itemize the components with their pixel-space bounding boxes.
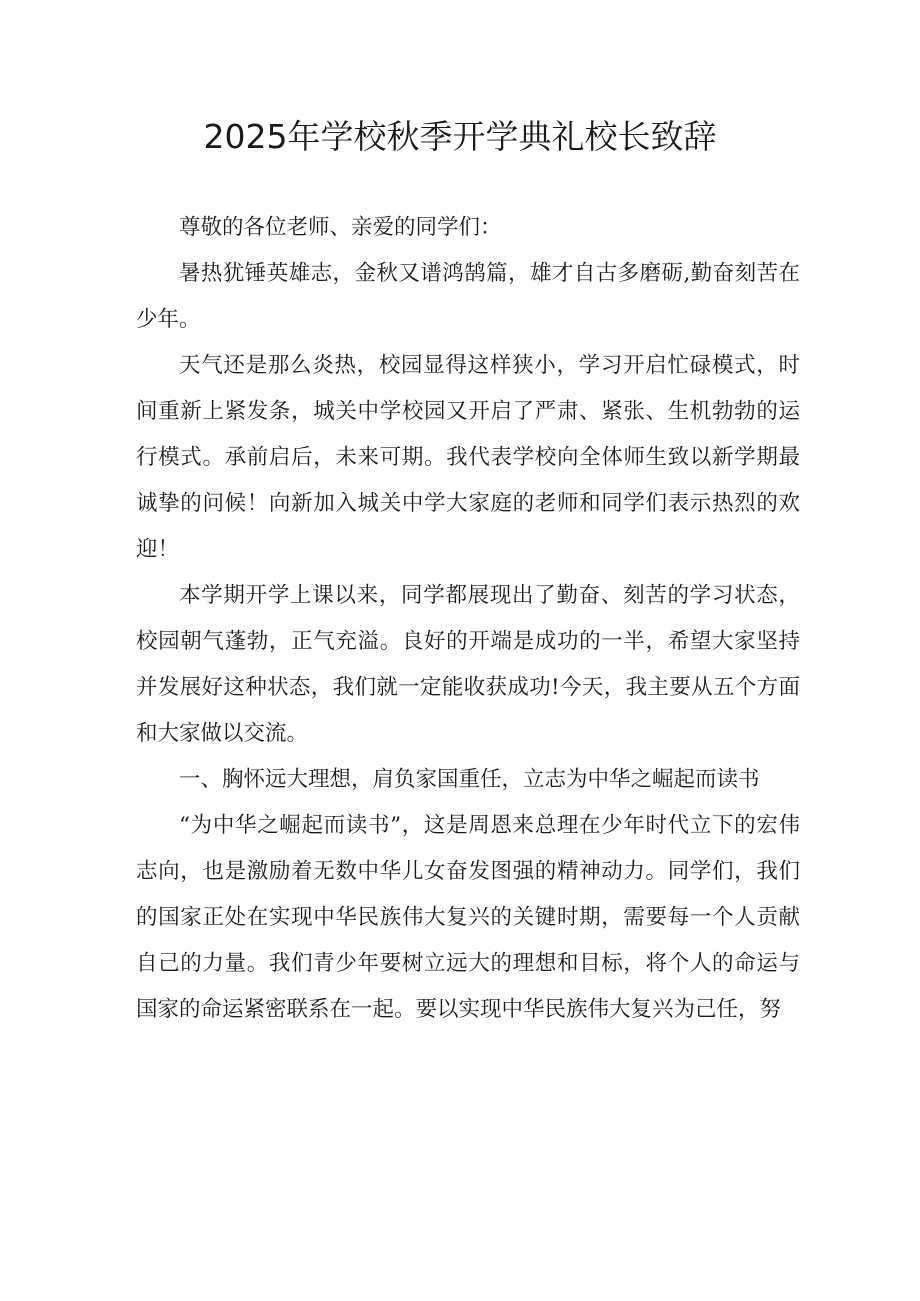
section-one-heading: 一、胸怀远大理想，肩负家国重任，立志为中华之崛起而读书 [179, 767, 760, 792]
welcome-paragraph: 天气还是那么炎热，校园显得这样狭小，学习开启忙碌模式，时间重新上紧发条，城关中学校园又开启了严肃、紧张、生机勃勃的运行模式。承前启后，未来可期。我代表学校向全体师生致以新学期最诚挚的问候！向新加入城关中学大家庭的老师和同学们表示热烈的欢迎！ [136, 353, 800, 562]
section-one-body-paragraph: “为中华之崛起而读书”，这是周恩来总理在少年时代立下的宏伟志向，也是激励着无数中华儿女奋发图强的精神动力。同学们，我们的国家正处在实现中华民族伟大复兴的关键时期，需要每一个人贡献自己的力量。我们青少年要树立远大的理想和目标，将个人的命运与国家的命运紧密联系在一起。要以实现中华民族伟大复兴为己任，努 [136, 813, 800, 1022]
semester-status-paragraph: 本学期开学上课以来，同学都展现出了勤奋、刻苦的学习状态，校园朝气蓬勃，正气充溢。良好的开端是成功的一半，希望大家坚持并发展好这种状态，我们就一定能收获成功!今天，我主要从五个方面和大家做以交流。 [136, 583, 800, 746]
document-title: 2025年学校秋季开学典礼校长致辞 [203, 117, 717, 156]
greeting-paragraph: 尊敬的各位老师、亲爱的同学们： [179, 215, 502, 240]
document-body [136, 205, 800, 1033]
opening-verse-paragraph: 暑热犹锤英雄志，金秋又谱鸿鹄篇，雄才自古多磨砺,勤奋刻苦在少年。 [136, 261, 800, 332]
